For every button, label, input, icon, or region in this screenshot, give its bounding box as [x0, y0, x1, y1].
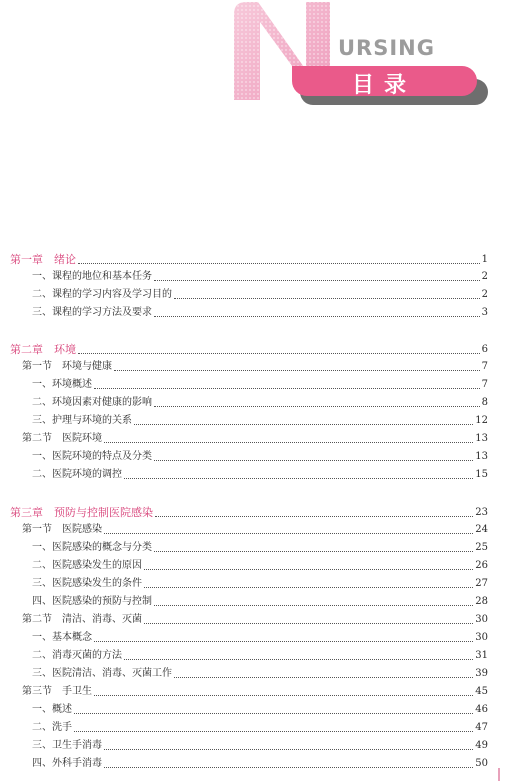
toc-item-row[interactable] — [32, 720, 488, 736]
toc-item-row[interactable] — [32, 305, 488, 321]
toc-entry-title: 一、基本概念 — [32, 632, 92, 643]
toc-page-number: 46 — [475, 704, 488, 715]
toc-entry-title: 第一节 环境与健康 — [22, 361, 112, 372]
toc-item-row[interactable] — [32, 738, 488, 754]
toc-page-number: 31 — [475, 650, 488, 661]
dot-leader — [154, 405, 480, 407]
toc-section-row[interactable] — [22, 431, 488, 447]
dot-leader — [154, 279, 480, 281]
toc-page-number: 23 — [475, 507, 488, 518]
toc-item-row[interactable] — [32, 540, 488, 556]
toc-page-number: 8 — [481, 397, 488, 408]
toc-section-row[interactable] — [22, 612, 488, 628]
toc-item-row[interactable] — [32, 630, 488, 646]
toc-page-number: 2 — [481, 289, 488, 300]
toc-page-number: 50 — [475, 758, 488, 769]
toc-item-row[interactable] — [32, 702, 488, 718]
dot-leader — [104, 766, 473, 768]
dot-leader — [124, 658, 473, 660]
dot-leader — [144, 622, 473, 624]
toc-page-number: 28 — [475, 596, 488, 607]
dot-leader — [94, 387, 480, 389]
toc-page-number: 3 — [481, 307, 488, 318]
toc-page-number: 25 — [475, 542, 488, 553]
dot-leader — [74, 730, 473, 732]
toc-page-number: 30 — [475, 614, 488, 625]
toc-entry-title: 一、课程的地位和基本任务 — [32, 271, 152, 282]
toc-page-number: 24 — [475, 524, 488, 535]
toc-entry-title: 四、医院感染的预防与控制 — [32, 596, 152, 607]
toc-page-number: 30 — [475, 632, 488, 643]
toc-entry-title: 第三章 预防与控制医院感染 — [10, 506, 153, 519]
toc-chapter-row[interactable] — [10, 252, 488, 268]
dot-leader — [124, 477, 473, 479]
toc-entry-title: 二、医院环境的调控 — [32, 469, 122, 480]
toc-page-number: 12 — [475, 415, 488, 426]
dot-leader — [114, 369, 480, 371]
toc-page-number: 7 — [481, 379, 488, 390]
toc-entry-title: 二、洗手 — [32, 722, 72, 733]
toc-entry-title: 第二节 医院环境 — [22, 433, 102, 444]
dot-leader — [104, 748, 473, 750]
toc-entry-title: 二、消毒灭菌的方法 — [32, 650, 122, 661]
toc-entry-title: 二、课程的学习内容及学习目的 — [32, 289, 172, 300]
toc-page-number: 47 — [475, 722, 488, 733]
toc-item-row[interactable] — [32, 287, 488, 303]
dot-leader — [104, 532, 473, 534]
toc-chapter-row[interactable] — [10, 342, 488, 358]
toc-page-number: 49 — [475, 740, 488, 751]
toc-entry-title: 三、医院清洁、消毒、灭菌工作 — [32, 668, 172, 679]
page-edge-mark — [498, 768, 500, 781]
toc-page-number: 39 — [475, 668, 488, 679]
toc-entry-title: 三、医院感染发生的条件 — [32, 578, 142, 589]
toc-entry-title: 三、卫生手消毒 — [32, 740, 102, 751]
toc-page-number: 15 — [475, 469, 488, 480]
toc-item-row[interactable] — [32, 648, 488, 664]
toc-item-row[interactable] — [32, 594, 488, 610]
toc-section-row[interactable] — [22, 359, 488, 375]
toc-entry-title: 二、医院感染发生的原因 — [32, 560, 142, 571]
page-title: 目录 — [352, 73, 417, 98]
toc-entry-title: 一、医院环境的特点及分类 — [32, 451, 152, 462]
toc-item-row[interactable] — [32, 666, 488, 682]
dot-leader — [154, 550, 473, 552]
toc-entry-title: 第二节 清洁、消毒、灭菌 — [22, 614, 142, 625]
toc-page-number: 2 — [481, 271, 488, 282]
dot-leader — [174, 297, 480, 299]
toc-page-number: 1 — [481, 254, 488, 265]
toc-page-number: 7 — [481, 361, 488, 372]
toc-entry-title: 四、外科手消毒 — [32, 758, 102, 769]
toc-item-row[interactable] — [32, 449, 488, 465]
toc-entry-title: 三、课程的学习方法及要求 — [32, 307, 152, 318]
toc-entry-title: 第二章 环境 — [10, 343, 76, 356]
toc-entry-title: 第三节 手卫生 — [22, 686, 92, 697]
toc-entry-title: 三、护理与环境的关系 — [32, 415, 132, 426]
dot-leader — [74, 712, 473, 714]
dot-leader — [154, 459, 473, 461]
toc-entry-title: 第一节 医院感染 — [22, 524, 102, 535]
toc-entry-title: 一、医院感染的概念与分类 — [32, 542, 152, 553]
toc-page-number: 27 — [475, 578, 488, 589]
toc-section-row[interactable] — [22, 684, 488, 700]
toc-item-row[interactable] — [32, 558, 488, 574]
toc-page-number: 6 — [481, 344, 488, 355]
toc-item-row[interactable] — [32, 377, 488, 393]
dot-leader — [94, 640, 473, 642]
dot-leader — [154, 604, 473, 606]
toc-item-row[interactable] — [32, 395, 488, 411]
dot-leader — [78, 262, 480, 264]
toc-page-number: 26 — [475, 560, 488, 571]
toc-page-number: 13 — [475, 451, 488, 462]
toc-entry-title: 一、环境概述 — [32, 379, 92, 390]
toc-item-row[interactable] — [32, 467, 488, 483]
toc-item-row[interactable] — [32, 413, 488, 429]
dot-leader — [78, 352, 480, 354]
dot-leader — [144, 586, 473, 588]
dot-leader — [134, 423, 473, 425]
dot-leader — [174, 676, 473, 678]
toc-item-row[interactable] — [32, 576, 488, 592]
toc-item-row[interactable] — [32, 756, 488, 772]
toc-section-row[interactable] — [22, 522, 488, 538]
toc-chapter-row[interactable] — [10, 505, 488, 521]
brand-wordmark: URSING — [338, 36, 435, 60]
toc-page-number: 45 — [475, 686, 488, 697]
dot-leader — [104, 441, 473, 443]
dot-leader — [144, 568, 473, 570]
toc-entry-title: 二、环境因素对健康的影响 — [32, 397, 152, 408]
toc-entry-title: 一、概述 — [32, 704, 72, 715]
dot-leader — [155, 515, 473, 517]
dot-leader — [94, 694, 473, 696]
toc-entry-title: 第一章 绪论 — [10, 253, 76, 266]
toc-item-row[interactable] — [32, 269, 488, 285]
toc-page-number: 13 — [475, 433, 488, 444]
dot-leader — [154, 315, 480, 317]
